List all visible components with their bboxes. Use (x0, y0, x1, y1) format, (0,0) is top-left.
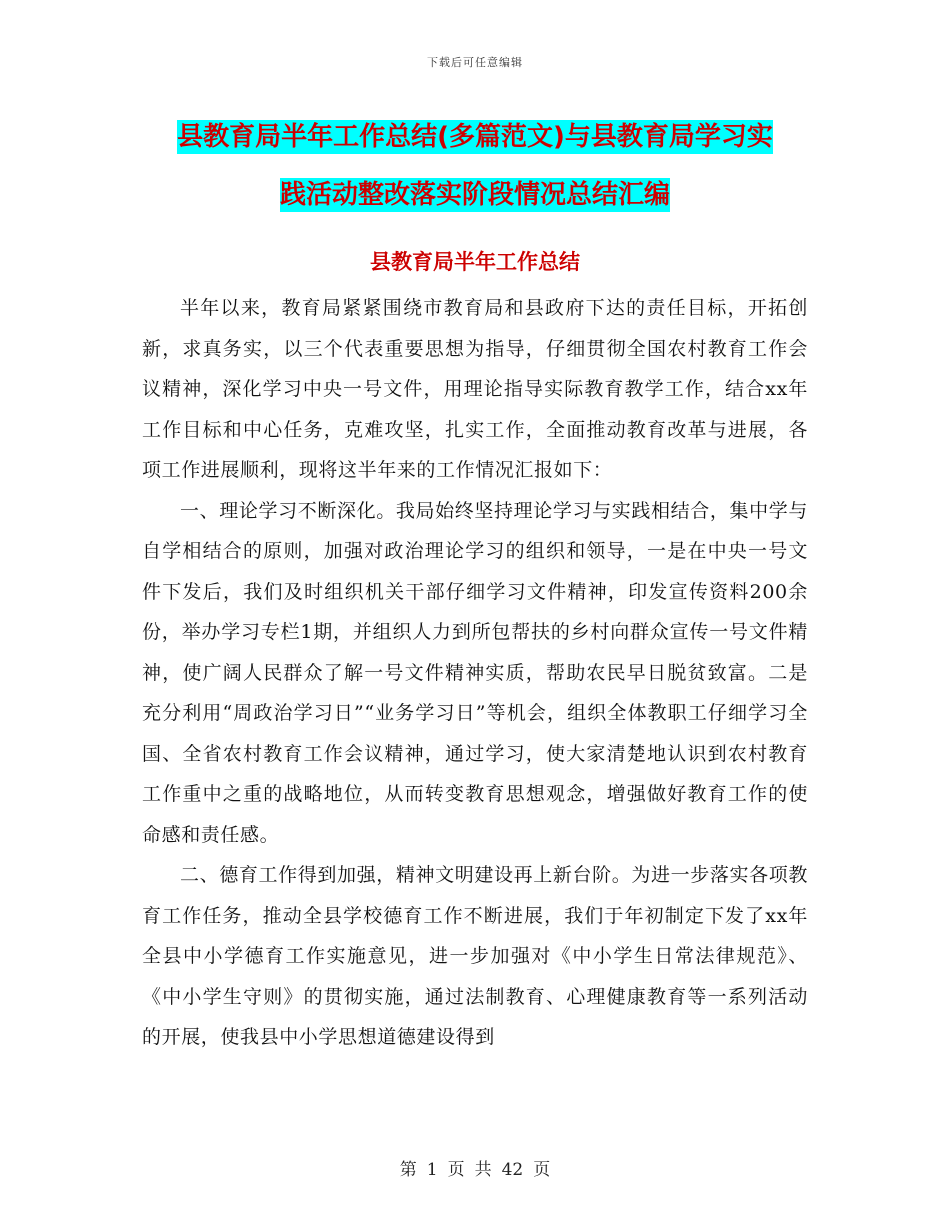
document-title-line-1: 县教育局半年工作总结(多篇范文)与县教育局学习实 (177, 122, 773, 152)
footer-label-page-end: 页 (533, 1160, 551, 1180)
page-header-note: 下载后可任意编辑 (427, 56, 523, 69)
document-title (0, 108, 950, 224)
footer-label-total: 共 (474, 1160, 492, 1180)
section-title: 县教育局半年工作总结 (370, 250, 580, 274)
footer-label-of: 页 (447, 1160, 465, 1180)
footer-total-pages: 42 (501, 1160, 524, 1180)
paragraph-intro: 半年以来，教育局紧紧围绕市教育局和县政府下达的责任目标，开拓创新，求真务实，以三个代表重要思想为指导，仔细贯彻全国农村教育工作会议精神，深化学习中央一号文件，用理论指导实际教育教学工作，结合xx年工作目标和中心任务，克难攻坚，扎实工作，全面推动教育改革与进展，各项工作进展顺利，现将这半年来的工作情况汇报如下： (142, 297, 808, 481)
document-body (142, 288, 808, 1058)
paragraph-theory-study: 一、理论学习不断深化。我局始终坚持理论学习与实践相结合，集中学与自学相结合的原则，加强对政治理论学习的组织和领导，一是在中央一号文件下发后，我们及时组织机关干部仔细学习文件精神，印发宣传资料200余份，举办学习专栏1期，并组织人力到所包帮扶的乡村向群众宣传一号文件精神，使广阔人民群众了解一号文件精神实质，帮助农民早日脱贫致富。二是充分利用“周政治学习日”“业务学习日”等机会，组织全体教职工仔细学习全国、全省农村教育工作会议精神，通过学习，使大家清楚地认识到农村教育工作重中之重的战略地位，从而转变教育思想观念，增强做好教育工作的使命感和责任感。 (142, 499, 808, 846)
footer-current-page: 1 (426, 1160, 438, 1180)
footer-label-page: 第 (399, 1160, 417, 1180)
document-title-line-2: 践活动整改落实阶段情况总结汇编 (279, 180, 670, 210)
paragraph-moral-education: 二、德育工作得到加强，精神文明建设再上新台阶。为进一步落实各项教育工作任务，推动全县学校德育工作不断进展，我们于年初制定下发了xx年全县中小学德育工作实施意见，进一步加强对《中小学生日常法律规范》、《中小学生守则》的贯彻实施，通过法制教育、心理健康教育等一系列活动的开展，使我县中小学思想道德建设得到 (142, 864, 808, 1048)
page-footer (0, 1155, 950, 1180)
